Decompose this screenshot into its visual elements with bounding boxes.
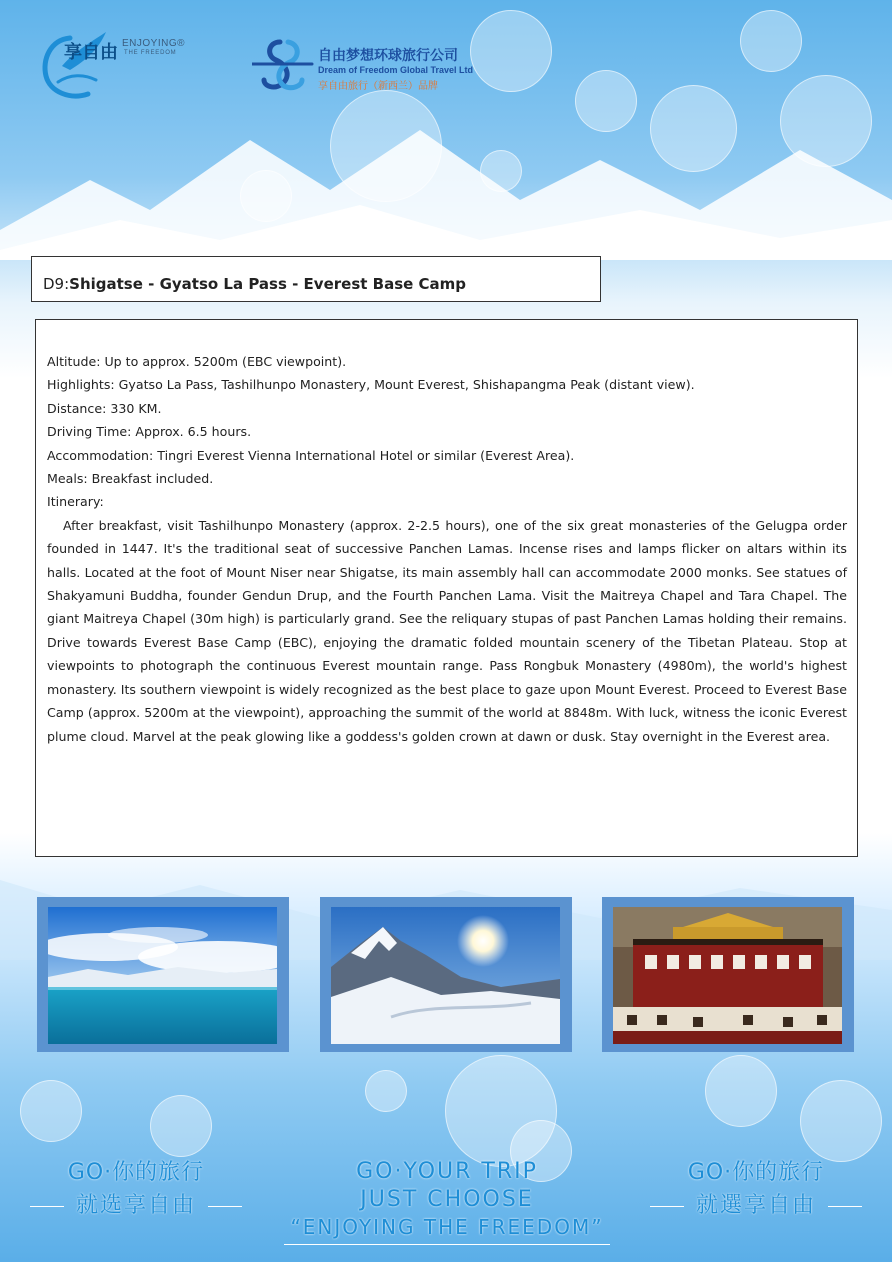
- detail-itinerary-label: Itinerary:: [47, 494, 104, 510]
- footer-left-line2: 就选享自由: [30, 1188, 242, 1224]
- itinerary-details: [35, 319, 858, 857]
- footer-left-line1: GO·你的旅行: [67, 1160, 205, 1185]
- footer-slogan-left: [30, 1158, 242, 1224]
- footer-right-line1: GO·你的旅行: [687, 1160, 825, 1185]
- detail-distance: Distance: 330 KM.: [47, 400, 162, 416]
- logo-secondary-en: Dream of Freedom Global Travel Ltd: [318, 65, 474, 75]
- logo-primary-cn: 享自由: [64, 42, 118, 63]
- day-prefix: D9:: [43, 275, 70, 293]
- footer-slogan-middle: [262, 1158, 632, 1245]
- footer-mid-line1: GO·YOUR TRIP: [356, 1159, 538, 1184]
- logo-secondary-brand: 享自由旅行（新西兰）品牌: [318, 81, 438, 92]
- photo-frame-3: [602, 897, 854, 1052]
- detail-driving-time: Driving Time: Approx. 6.5 hours.: [47, 424, 252, 440]
- snow-mountain-photo-icon: [331, 907, 560, 1044]
- dream-of-freedom-logo-icon: [252, 38, 314, 92]
- photo-frame-1: [37, 897, 289, 1052]
- day-title: [31, 256, 601, 302]
- footer-right-line2: 就選享自由: [650, 1188, 862, 1224]
- detail-altitude: Altitude: Up to approx. 5200m (EBC viewpoint).: [47, 354, 347, 369]
- logo-primary-en-sub: THE FREEDOM: [124, 50, 177, 56]
- top-mountain-silhouette: [0, 110, 892, 260]
- lake-photo-icon: [48, 907, 277, 1044]
- photo-frame-2: [320, 897, 572, 1052]
- footer-mid-line2: JUST CHOOSE: [360, 1187, 534, 1212]
- detail-accommodation: Accommodation: Tingri Everest Vienna International Hotel or similar (Everest Area).: [47, 447, 575, 463]
- logo-primary-en: ENJOYING®: [122, 38, 185, 49]
- detail-meals: Meals: Breakfast included.: [47, 471, 214, 487]
- detail-itinerary-text: After breakfast, visit Tashilhunpo Monastery (approx. 2-2.5 hours), one of the six great monasteries of the Gelugpa order founded in 1447. It's the traditional seat of successive Panchen Lamas. Incense rises and lamps flicker on altars within its halls. Located at the foot of Mount Niser near Shigatse, its main assembly hall can accommodate 2000 monks. See statues of Shakyamuni Buddha, founder Gendun Drup, and the Fourth Panchen Lama. Visit the Maitreya Chapel and Tara Chapel. The giant Maitreya Chapel (30m high) is particularly grand. See the reliquary stupas of past Panchen Lamas holding their remains. Drive towards Everest Base Camp (EBC), enjoying the dramatic folded mountain scenery of the Tibetan Plateau. Stop at viewpoints to photograph the continuous Everest mountain range. Pass Rongbuk Monastery (4980m), the world's highest monastery. Its southern viewpoint is widely recognized as the best place to gaze upon Mount Everest. Proceed to Everest Base Camp (approx. 5200m at the viewpoint), approaching the summit of the world at 8848m. With luck, witness the iconic Everest plume cloud. Marvel at the peak glowing like a goddess's golden crown at dawn or dusk. Stay overnight in the Everest area.: [47, 517, 847, 744]
- footer-slogan-right: [650, 1158, 862, 1224]
- footer-mid-line3: “ENJOYING THE FREEDOM”: [284, 1214, 609, 1245]
- logo-secondary-cn: 自由梦想环球旅行公司: [318, 48, 458, 64]
- detail-highlights: Highlights: Gyatso La Pass, Tashilhunpo Monastery, Mount Everest, Shishapangma Peak (distant view).: [47, 377, 695, 393]
- day-route: Shigatse - Gyatso La Pass - Everest Base Camp: [69, 275, 467, 293]
- monastery-photo-icon: [613, 907, 842, 1044]
